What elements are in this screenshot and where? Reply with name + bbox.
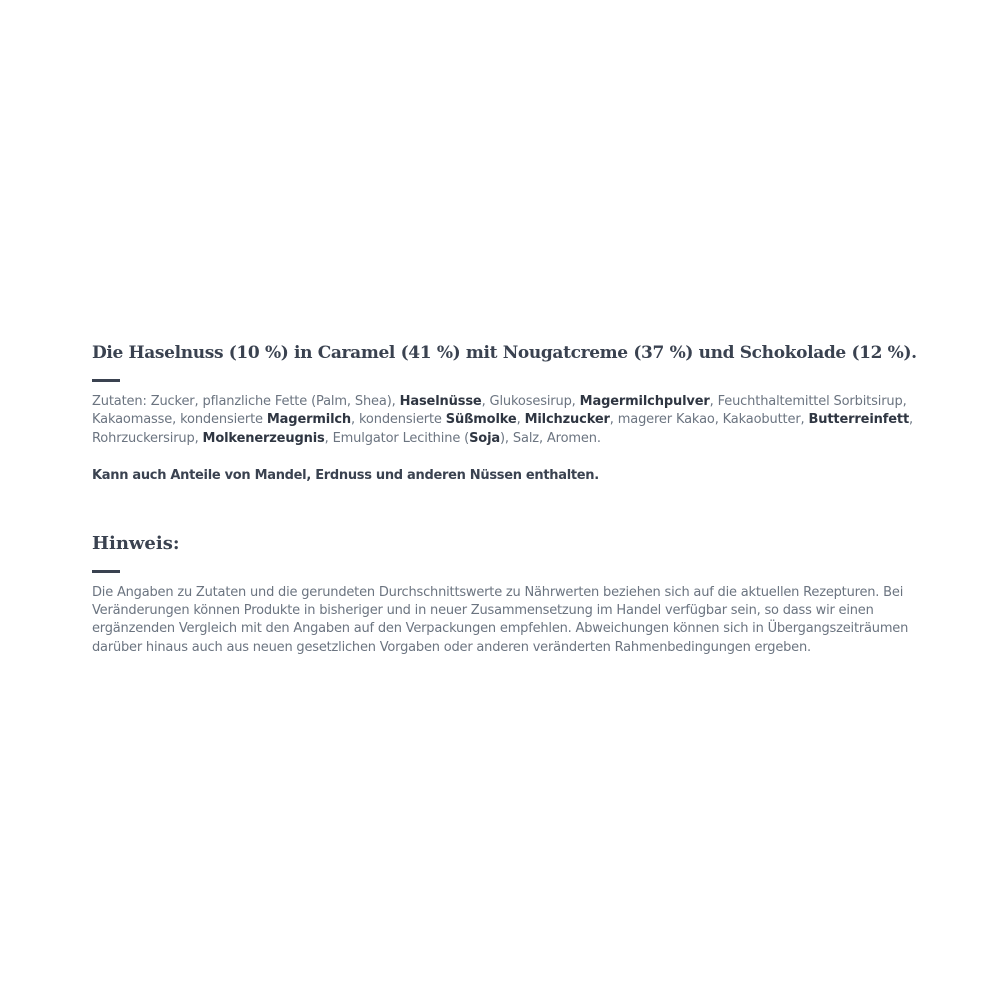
ingredient-text: , Emulgator Lecithine ( xyxy=(324,430,470,446)
title-divider xyxy=(92,379,120,382)
allergen-ingredient: Milchzucker xyxy=(524,412,610,428)
ingredient-text: ), Salz, Aromen. xyxy=(500,430,601,446)
ingredient-text: Zutaten: Zucker, pflanzliche Fette (Palm, Shea), xyxy=(92,394,400,409)
product-title: Die Haselnuss (10 %) in Caramel (41 %) mit Nougatcreme (37 %) und Schokolade (12 %). xyxy=(92,343,917,363)
allergy-note: Kann auch Anteile von Mandel, Erdnuss und anderen Nüssen enthalten. xyxy=(92,467,599,483)
allergen-ingredient: Süßmolke xyxy=(445,412,517,428)
allergen-ingredient: Soja xyxy=(469,430,501,446)
ingredients-list xyxy=(92,393,932,448)
notice-heading: Hinweis: xyxy=(92,532,180,554)
ingredient-text: , Glukosesirup, xyxy=(481,394,580,409)
allergen-ingredient: Butterreinfett xyxy=(808,412,910,428)
ingredient-text: , Rohrzuckersirup, xyxy=(92,412,914,446)
allergen-ingredient: Molkenerzeugnis xyxy=(202,430,325,446)
allergen-ingredient: Magermilch xyxy=(266,412,352,428)
allergen-ingredient: Haselnüsse xyxy=(399,394,482,409)
notice-text: Die Angaben zu Zutaten und die gerundeten Durchschnittswerte zu Nährwerten beziehen sich auf die aktuellen Rezepturen. Bei Veränderungen können Produkte in bisheriger und in neuer Zusammensetzung im Handel verfügbar sein, so dass wir einen ergänzenden Vergleich mit den Angaben auf den Verpackungen empfehlen. Abweichungen können sich in Übergangszeiträumen darüber hinaus auch aus neuen gesetzlichen Vorgaben oder anderen veränderten Rahmenbedingungen ergeben. xyxy=(92,584,909,655)
notice-divider xyxy=(92,570,120,573)
ingredient-text: , kondensierte xyxy=(351,412,446,428)
ingredient-text: , xyxy=(516,412,525,428)
ingredient-text: , Feuchthaltemittel Sorbitsirup, Kakaomasse, kondensierte xyxy=(92,394,907,428)
allergen-ingredient: Magermilchpulver xyxy=(579,394,710,409)
ingredient-text: , magerer Kakao, Kakaobutter, xyxy=(609,412,809,428)
product-info-section xyxy=(92,340,932,657)
